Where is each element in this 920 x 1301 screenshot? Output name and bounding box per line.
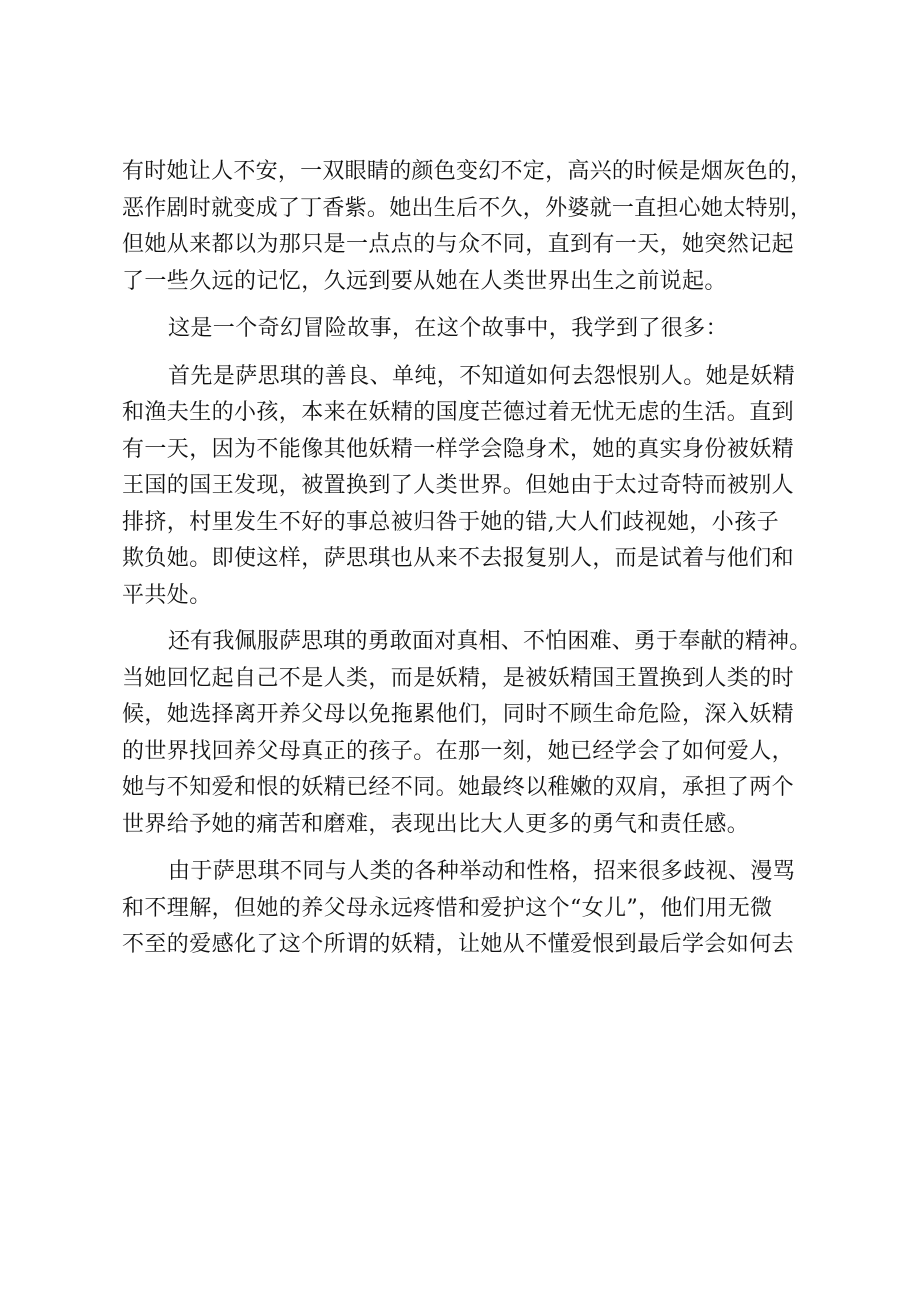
text-line: 候，她选择离开养父母以免拖累他们，同时不顾生命危险，深入妖精 xyxy=(122,702,795,727)
paragraph xyxy=(122,311,812,348)
text-line: 和渔夫生的小孩，本来在妖精的国度芒德过着无忧无虑的生活。直到 xyxy=(122,400,795,425)
text-line: 不至的爱感化了这个所谓的妖精，让她从不懂爱恨到最后学会如何去 xyxy=(122,932,795,957)
text-line: 这是一个奇幻冒险故事，在这个故事中，我学到了很多： xyxy=(168,316,729,341)
text-line: 世界给予她的痛苦和磨难，表现出比大人更多的勇气和责任感。 xyxy=(122,811,750,837)
text-line: 和不理解，但她的养父母永远疼惜和爱护这个“女儿”，他们用无微 xyxy=(122,895,773,921)
text-line: 的世界找回养父母真正的孩子。在那一刻，她已经学会了如何爱人， xyxy=(122,738,795,764)
paragraph xyxy=(122,154,812,300)
text-line: 由于萨思琪不同与人类的各种举动和性格，招来很多歧视、漫骂 xyxy=(168,859,796,884)
paragraph xyxy=(122,854,812,964)
text-line: 但她从来都以为那只是一点点的与众不同，直到有一天，她突然记起 xyxy=(122,232,795,257)
paragraph xyxy=(122,359,812,615)
paragraph xyxy=(122,624,812,843)
text-line: 了一些久远的记忆，久远到要从她在人类世界出生之前说起。 xyxy=(122,268,727,294)
text-line: 她与不知爱和恨的妖精已经不同。她最终以稚嫩的双肩，承担了两个 xyxy=(122,775,795,800)
text-line: 排挤，村里发生不好的事总被归咎于她的错,大人们歧视她，小孩子 xyxy=(122,509,779,535)
text-line: 王国的国王发现，被置换到了人类世界。但她由于太过奇特而被别人 xyxy=(122,473,795,498)
text-line: 有一天，因为不能像其他妖精一样学会隐身术，她的真实身份被妖精 xyxy=(122,436,795,462)
document-body xyxy=(122,154,812,964)
text-line: 当她回忆起自己不是人类，而是妖精，是被妖精国王置换到人类的时 xyxy=(122,665,795,691)
text-line: 恶作剧时就变成了丁香紫。她出生后不久，外婆就一直担心她太特别， xyxy=(122,195,813,221)
text-line: 欺负她。即使这样，萨思琪也从来不去报复别人，而是试着与他们和 xyxy=(122,546,795,571)
text-line: 还有我佩服萨思琪的勇敢面对真相、不怕困难、勇于奉献的精神。 xyxy=(168,629,812,654)
text-line: 平共处。 xyxy=(122,582,212,608)
text-line: 有时她让人不安，一双眼睛的颜色变幻不定，高兴的时候是烟灰色的， xyxy=(122,159,813,184)
text-line: 首先是萨思琪的善良、单纯，不知道如何去怨恨别人。她是妖精 xyxy=(168,363,796,389)
